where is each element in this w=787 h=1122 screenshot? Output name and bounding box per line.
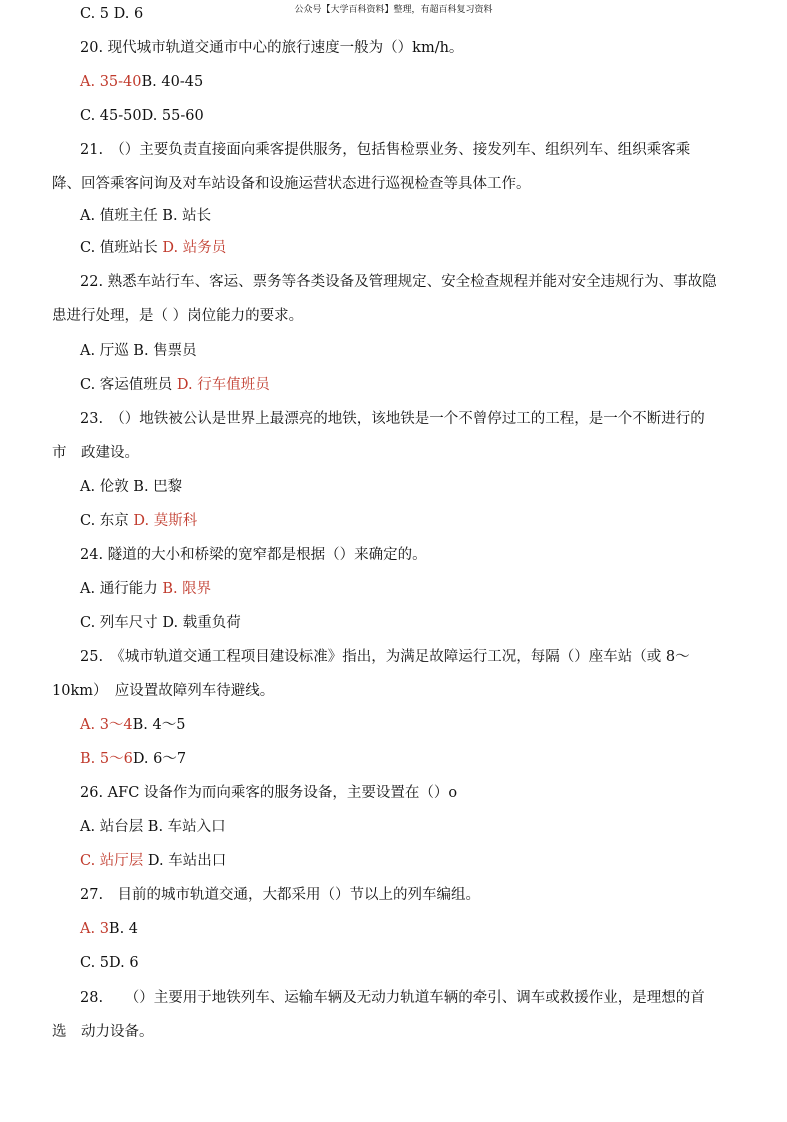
line-text: 10km） 应设置故障列车待避线。	[52, 683, 275, 699]
text-line	[52, 443, 139, 463]
text-line	[80, 885, 480, 905]
line-text: A. 通行能力	[80, 581, 163, 597]
line-text: D. 车站出口	[143, 853, 227, 869]
text-line	[80, 140, 690, 160]
text-line	[52, 306, 303, 326]
line-text: C. 45-50D. 55-60	[80, 108, 204, 124]
text-line	[80, 341, 197, 361]
line-text: 21. （）主要负责直接面向乘客提供服务，包括售检票业务、接发列车、组织列车、组织乘客乘	[80, 142, 691, 158]
answer-text: A. 3	[80, 921, 109, 937]
line-text: 20. 现代城市轨道交通市中心的旅行速度一般为（）km/h。	[80, 40, 464, 56]
text-line	[80, 409, 705, 429]
line-text: 市 政建设。	[52, 445, 139, 461]
line-text: 25. 《城市轨道交通工程项目建设标准》指出，为满足故障运行工况，每隔（）座车站（或 8～	[80, 649, 690, 665]
answer-text: B. 5～6	[80, 751, 133, 767]
line-text: C. 客运值班员	[80, 377, 177, 393]
text-line	[80, 106, 204, 126]
line-text: D. 6～7	[132, 751, 187, 767]
line-text: A. 厅巡 B. 售票员	[80, 343, 197, 359]
line-text: C. 5 D. 6	[80, 6, 144, 22]
text-line	[80, 919, 138, 939]
text-line	[80, 851, 226, 871]
header-note: 公众号【大学百科资料】整理，有超百科复习资料	[294, 5, 493, 15]
line-text: 27. 目前的城市轨道交通，大都采用（）节以上的列车编组。	[80, 887, 481, 903]
text-line	[80, 988, 705, 1008]
line-text: 降、回答乘客问询及对车站设备和设施运营状态进行巡视检查等具体工作。	[52, 176, 531, 192]
text-line	[80, 545, 427, 565]
text-line	[80, 953, 139, 973]
line-text: 患进行处理，是（ ）岗位能力的要求。	[52, 308, 304, 324]
line-text: C. 东京	[80, 513, 134, 529]
line-text: C. 5D. 6	[80, 955, 139, 971]
line-text: B. 4～5	[132, 717, 186, 733]
text-line	[80, 272, 717, 292]
text-line	[80, 238, 226, 258]
text-line	[52, 1022, 154, 1042]
text-line	[80, 511, 197, 531]
text-line	[52, 174, 531, 194]
text-line	[80, 206, 211, 226]
text-line	[80, 375, 270, 395]
text-line	[80, 783, 457, 803]
text-line	[52, 681, 274, 701]
answer-text: B. 限界	[162, 581, 212, 597]
text-line	[80, 715, 185, 735]
text-line	[80, 579, 211, 599]
line-text: A. 伦敦 B. 巴黎	[80, 479, 183, 495]
line-text: A. 站台层 B. 车站入口	[80, 819, 226, 835]
line-text: 22. 熟悉车站行车、客运、票务等各类设备及管理规定、安全检查规程并能对安全违规行为、事故隐	[80, 274, 717, 290]
text-line	[80, 4, 143, 24]
answer-text: D. 站务员	[162, 240, 227, 256]
line-text: 24. 隧道的大小和桥梁的宽窄都是根据（）来确定的。	[80, 547, 427, 563]
text-line	[80, 613, 241, 633]
line-text: 28. （）主要用于地铁列车、运输车辆及无动力轨道车辆的牵引、调车或救援作业，是理想的首	[80, 990, 705, 1006]
line-text: 选 动力设备。	[52, 1024, 154, 1040]
line-text: A. 值班主任 B. 站长	[80, 208, 212, 224]
line-text: C. 列车尺寸 D. 载重负荷	[80, 615, 241, 631]
answer-text: C. 站厅层	[80, 853, 144, 869]
text-line	[80, 749, 186, 769]
line-text: 23. （）地铁被公认是世界上最漂亮的地铁，该地铁是一个不曾停过工的工程，是一个不断进行的	[80, 411, 705, 427]
text-line	[80, 72, 203, 92]
text-line	[80, 817, 226, 837]
answer-text: A. 3～4	[80, 717, 133, 733]
answer-text: A. 35-40	[80, 74, 142, 90]
text-line	[80, 38, 463, 58]
text-line	[80, 477, 182, 497]
answer-text: D. 莫斯科	[133, 513, 198, 529]
line-text: 26. AFC 设备作为而向乘客的服务设备，主要设置在（）o	[80, 785, 458, 801]
line-text: B. 4	[108, 921, 139, 937]
line-text: C. 值班站长	[80, 240, 163, 256]
text-line	[80, 647, 690, 667]
answer-text: D. 行车值班员	[176, 377, 270, 393]
line-text: B. 40-45	[141, 74, 204, 90]
